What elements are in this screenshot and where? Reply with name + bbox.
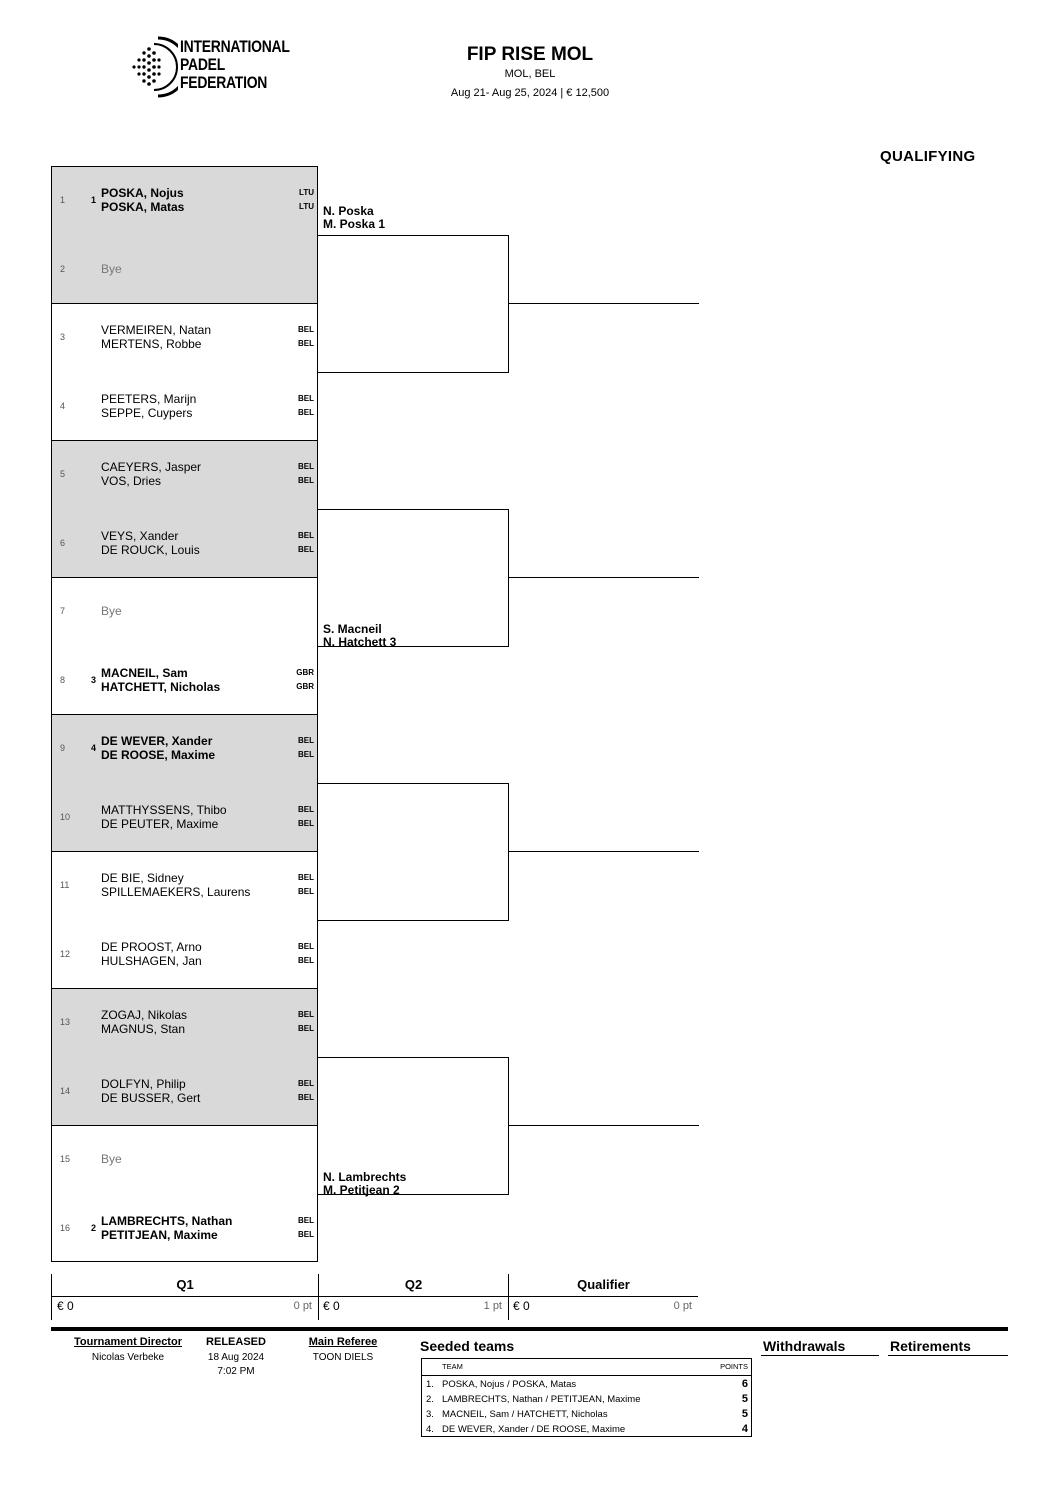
country-code: BEL [298, 1215, 314, 1225]
slot-number: 7 [60, 606, 66, 616]
player-name: DE ROUCK, Louis [101, 542, 200, 557]
bracket-line [509, 1125, 699, 1126]
slot-number: 10 [60, 811, 71, 822]
country-code: BEL [298, 325, 314, 334]
logo-line: FEDERATION [180, 73, 268, 92]
player-name: VEYS, Xander [101, 528, 179, 543]
player-name: DE PEUTER, Maxime [101, 816, 219, 831]
released-time: 7:02 PM [217, 1366, 255, 1377]
country-code: BEL [298, 476, 314, 485]
round-prize: € 0 [513, 1299, 530, 1313]
player-name: MACNEIL, Sam [101, 665, 188, 680]
slot-number: 14 [60, 1085, 71, 1096]
draw-type: QUALIFYING [880, 148, 976, 165]
q1-winner: N. Lambrechts [323, 1169, 407, 1184]
country-code: BEL [298, 1010, 314, 1019]
country-code: LTU [299, 188, 314, 197]
player-name: SEPPE, Cuypers [101, 405, 193, 420]
logo-ball-icon [128, 36, 178, 98]
row-points: 5 [741, 1393, 748, 1405]
country-code: GBR [296, 681, 314, 691]
player-name: PETITJEAN, Maxime [101, 1227, 218, 1242]
country-code: BEL [298, 736, 314, 745]
retirements-rule [888, 1355, 1008, 1356]
country-code: BEL [298, 750, 314, 759]
slot-number: 4 [60, 400, 66, 411]
table-row [422, 1406, 751, 1421]
slot-number: 6 [60, 537, 66, 548]
country-code: BEL [298, 1024, 314, 1033]
country-code: GBR [296, 667, 314, 677]
seed-number: 1 [91, 195, 97, 205]
slot-number: 1 [60, 195, 66, 205]
bracket-line [318, 783, 509, 784]
tournament-dates: Aug 21- Aug 25, 2024 | € 12,500 [450, 87, 610, 99]
bracket-line [318, 235, 509, 236]
player-name: DE PROOST, Arno [101, 939, 202, 954]
slot-number: 8 [60, 674, 66, 685]
bye-label: Bye [101, 1152, 122, 1166]
slot-number: 5 [60, 469, 66, 479]
slot-number: 16 [60, 1222, 71, 1233]
footer-rule [51, 1327, 1008, 1331]
released-label: RELEASED [206, 1336, 266, 1348]
player-name: HATCHETT, Nicholas [101, 679, 221, 694]
player-name: DE BIE, Sidney [101, 871, 184, 885]
round-points: 0 pt [293, 1300, 312, 1312]
country-code: BEL [298, 339, 314, 348]
country-code: BEL [298, 804, 314, 814]
director-name: Nicolas Verbeke [91, 1352, 165, 1363]
row-number: 2. [426, 1394, 434, 1405]
seeded-teams-table [421, 1358, 752, 1437]
seed-number: 4 [91, 743, 97, 753]
bye-label: Bye [101, 604, 122, 618]
retirements-title: Retirements [890, 1338, 971, 1354]
player-name: DE BUSSER, Gert [101, 1090, 201, 1105]
player-name: POSKA, Matas [101, 200, 185, 214]
table-header [422, 1359, 751, 1376]
country-code: BEL [298, 1078, 314, 1088]
fip-logo [128, 36, 298, 98]
bracket-line [318, 920, 509, 921]
tournament-title: FIP RISE MOL [466, 44, 594, 65]
country-code: BEL [298, 955, 314, 965]
referee-name: TOON DIELS [312, 1352, 374, 1363]
country-code: BEL [298, 462, 314, 471]
round-prize: € 0 [323, 1299, 340, 1313]
country-code: BEL [298, 1092, 314, 1102]
player-name: LAMBRECHTS, Nathan [101, 1213, 233, 1228]
seed-number: 2 [91, 1222, 97, 1233]
player-name: SPILLEMAEKERS, Laurens [101, 885, 251, 899]
slot-number: 9 [60, 743, 66, 753]
round-label-q1: Q1 [176, 1277, 194, 1292]
logo-line: INTERNATIONAL [180, 37, 290, 56]
round-points: 1 pt [483, 1300, 502, 1312]
row-team: DE WEVER, Xander / DE ROOSE, Maxime [442, 1424, 626, 1435]
seeded-teams-title: Seeded teams [420, 1338, 515, 1354]
table-row [422, 1421, 751, 1436]
round-label-q2: Q2 [404, 1277, 423, 1292]
player-name: MATTHYSSENS, Thibo [101, 802, 227, 817]
col-team: TEAM [442, 1362, 463, 1371]
player-name: MAGNUS, Stan [101, 1022, 186, 1036]
country-code: LTU [299, 202, 314, 211]
draw-frame [51, 166, 318, 1262]
country-code: BEL [298, 393, 314, 403]
row-points: 6 [741, 1378, 748, 1390]
player-name: DOLFYN, Philip [101, 1076, 186, 1091]
bracket-line [509, 303, 699, 304]
bracket-line [509, 577, 699, 578]
row-number: 3. [426, 1409, 434, 1420]
player-name: MERTENS, Robbe [101, 337, 202, 351]
country-code: BEL [298, 544, 314, 554]
q1-winner: M. Petitjean 2 [323, 1182, 400, 1197]
player-name: DE ROOSE, Maxime [101, 748, 216, 762]
slot-number: 3 [60, 332, 66, 342]
slot-number: 12 [60, 948, 71, 959]
director-label: Tournament Director [74, 1336, 182, 1348]
withdrawals-title: Withdrawals [763, 1338, 846, 1354]
table-row [422, 1376, 751, 1391]
q1-winner: M. Poska 1 [323, 216, 386, 231]
logo-line: PADEL [180, 55, 225, 74]
player-name: ZOGAJ, Nikolas [101, 1008, 188, 1022]
country-code: BEL [298, 887, 314, 896]
row-team: LAMBRECHTS, Nathan / PETITJEAN, Maxime [442, 1394, 641, 1405]
player-name: VOS, Dries [101, 474, 162, 488]
bracket-line [318, 372, 509, 373]
player-name: PEETERS, Marijn [101, 391, 197, 406]
slot-number: 15 [60, 1154, 71, 1164]
slot-number: 11 [60, 880, 70, 890]
country-code: BEL [298, 818, 314, 828]
released-date: 18 Aug 2024 [207, 1352, 265, 1363]
q1-winner: S. Macneil [323, 621, 382, 636]
row-number: 1. [426, 1379, 434, 1390]
player-name: CAEYERS, Jasper [101, 460, 202, 474]
row-team: POSKA, Nojus / POSKA, Matas [442, 1379, 577, 1390]
player-name: POSKA, Nojus [101, 186, 184, 200]
player-name: HULSHAGEN, Jan [101, 953, 202, 968]
bracket-line [318, 1057, 509, 1058]
player-name: DE WEVER, Xander [101, 734, 213, 748]
withdrawals-rule [761, 1355, 879, 1356]
country-code: BEL [298, 530, 314, 540]
round-prize: € 0 [57, 1299, 74, 1313]
slot-number: 13 [60, 1017, 71, 1027]
referee-label: Main Referee [308, 1336, 378, 1348]
slot-number: 2 [60, 263, 66, 274]
row-team: MACNEIL, Sam / HATCHETT, Nicholas [442, 1409, 608, 1420]
round-divider [51, 1296, 698, 1297]
bracket-line [318, 509, 509, 510]
bracket-line [509, 851, 699, 852]
q1-winner: N. Poska [323, 203, 374, 218]
round-label-qualifier: Qualifier [577, 1277, 630, 1292]
country-code: BEL [298, 407, 314, 417]
row-points: 4 [741, 1423, 748, 1435]
country-code: BEL [298, 873, 314, 882]
row-number: 4. [426, 1424, 434, 1435]
tournament-location: MOL, BEL [504, 68, 556, 80]
table-row [422, 1391, 751, 1406]
seed-number: 3 [91, 674, 97, 685]
row-points: 5 [741, 1408, 748, 1420]
country-code: BEL [298, 941, 314, 951]
bye-label: Bye [101, 261, 122, 276]
player-name: VERMEIREN, Natan [101, 323, 212, 337]
country-code: BEL [298, 1229, 314, 1239]
round-points: 0 pt [673, 1300, 692, 1312]
col-points: POINTS [720, 1362, 748, 1371]
q1-winner: N. Hatchett 3 [323, 634, 397, 649]
